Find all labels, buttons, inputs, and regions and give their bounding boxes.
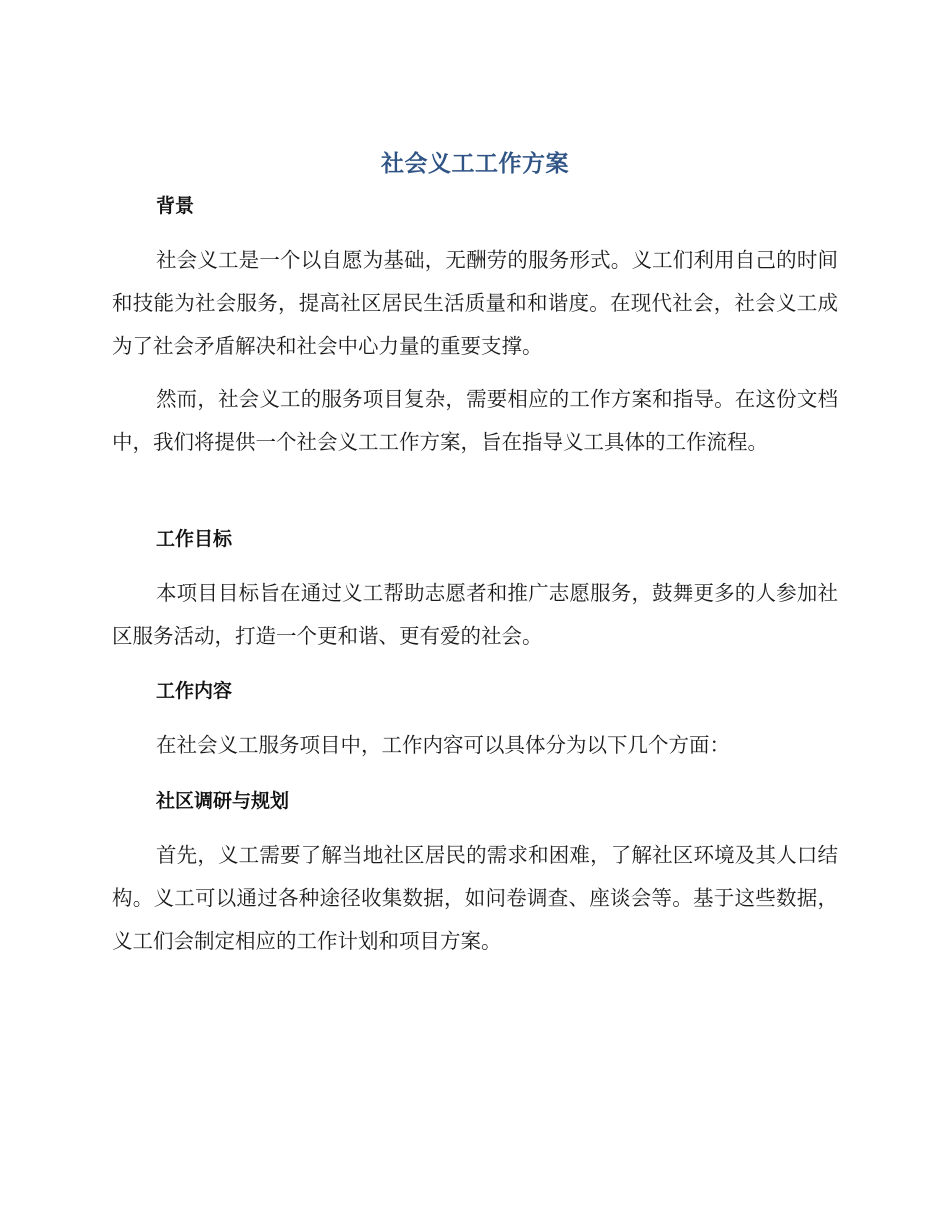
heading-content: 工作内容 bbox=[156, 680, 233, 702]
paragraph-background-2: 然而，社会义工的服务项目复杂，需要相应的工作方案和指导。在这份文档中，我们将提供一个社会义工工作方案，旨在指导义工具体的工作流程。 bbox=[112, 387, 838, 454]
heading-background: 背景 bbox=[156, 195, 195, 217]
paragraph-research-1: 首先，义工需要了解当地社区居民的需求和困难，了解社区环境及其人口结构。义工可以通过各种途径收集数据，如问卷调查、座谈会等。基于这些数据，义工们会制定相应的工作计划和项目方案。 bbox=[112, 843, 838, 953]
heading-research: 社区调研与规划 bbox=[156, 790, 290, 812]
heading-goal: 工作目标 bbox=[156, 528, 233, 550]
paragraph-goal-1: 本项目目标旨在通过义工帮助志愿者和推广志愿服务，鼓舞更多的人参加社区服务活动，打造一个更和谐、更有爱的社会。 bbox=[112, 581, 838, 648]
paragraph-background-1: 社会义工是一个以自愿为基础，无酬劳的服务形式。义工们利用自己的时间和技能为社会服务，提高社区居民生活质量和和谐度。在现代社会，社会义工成为了社会矛盾解决和社会中心力量的重要支撑。 bbox=[112, 248, 838, 358]
paragraph-content-1: 在社会义工服务项目中，工作内容可以具体分为以下几个方面： bbox=[156, 733, 730, 757]
document-title: 社会义工工作方案 bbox=[381, 151, 569, 177]
